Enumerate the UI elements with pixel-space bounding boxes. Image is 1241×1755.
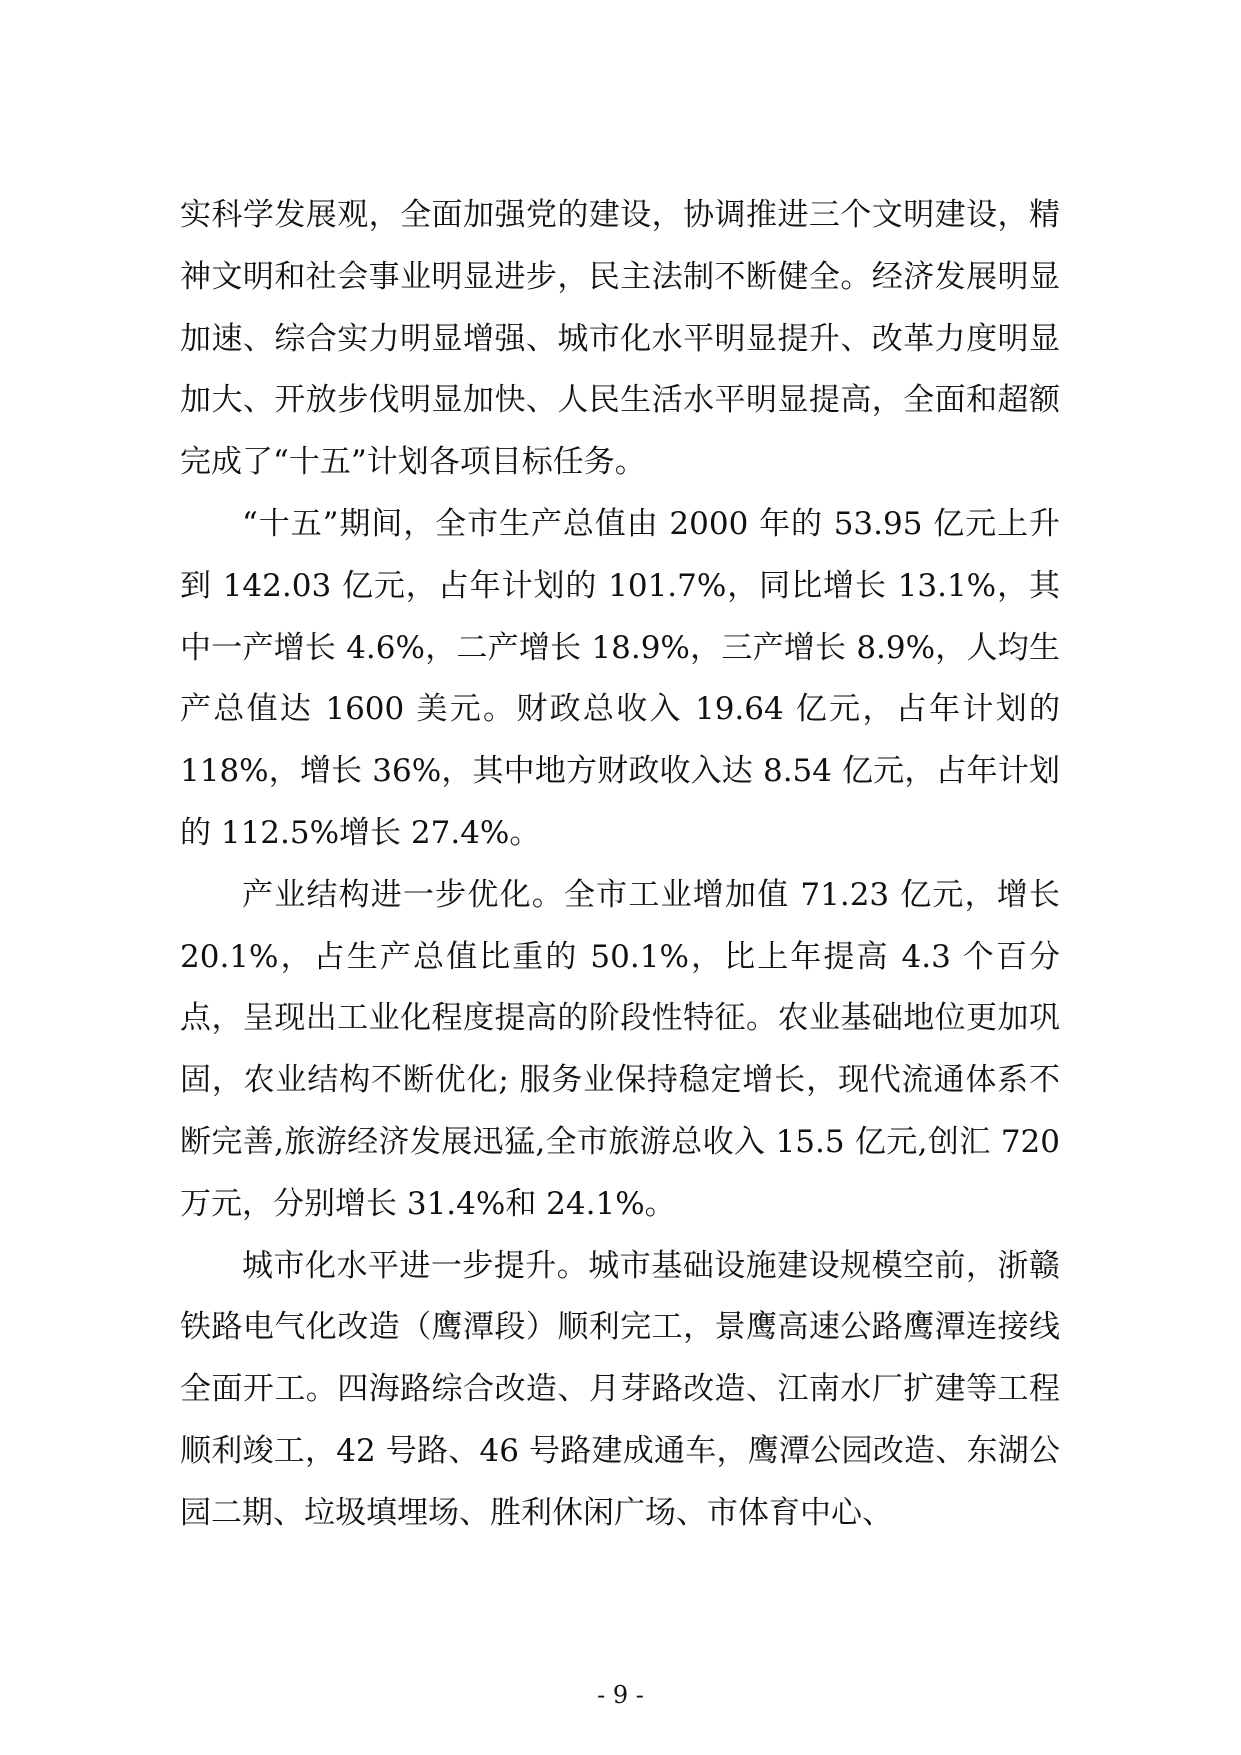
page-number: - 9 - — [597, 1681, 644, 1709]
paragraph-economic-growth: “十五”期间，全市生产总值由 2000 年的 53.95 亿元上升到 142.03 亿元，占年计划的 101.7%，同比增长 13.1%，其中一产增长 4.6%，二产增长 18.9%，三产增长 8.9%，人均生产总值达 1600 美元。财政总收入 19.64 亿元，占年计划的 118%，增长 36%，其中地方财政收入达 8.54 亿元，占年计划的 112.5%增长 27.4%。 — [180, 505, 1060, 851]
paragraph-industrial-structure: 产业结构进一步优化。全市工业增加值 71.23 亿元，增长 20.1%，占生产总值比重的 50.1%，比上年提高 4.3 个百分点，呈现出工业化程度提高的阶段性特征。农业基础地位更加巩固，农业结构不断优化; 服务业保持稳定增长，现代流通体系不断完善,旅游经济发展迅猛,全市旅游总收入 15.5 亿元,创汇 720 万元，分别增长 31.4%和 24.1%。 — [180, 876, 1060, 1222]
paragraph-urbanization: 城市化水平进一步提升。城市基础设施建设规模空前，浙赣铁路电气化改造（鹰潭段）顺利完工，景鹰高速公路鹰潭连接线全面开工。四海路综合改造、月芽路改造、江南水厂扩建等工程顺利竣工，42 号路、46 号路建成通车，鹰潭公园改造、东湖公园二期、垃圾填埋场、胜利休闲广场、市体育中心、 — [180, 1247, 1060, 1531]
body-text — [180, 185, 1060, 1545]
paragraph-continuation: 实科学发展观，全面加强党的建设，协调推进三个文明建设，精神文明和社会事业明显进步，民主法制不断健全。经济发展明显加速、综合实力明显增强、城市化水平明显提升、改革力度明显加大、开放步伐明显加快、人民生活水平明显提高，全面和超额完成了“十五”计划各项目标任务。 — [180, 197, 1060, 481]
